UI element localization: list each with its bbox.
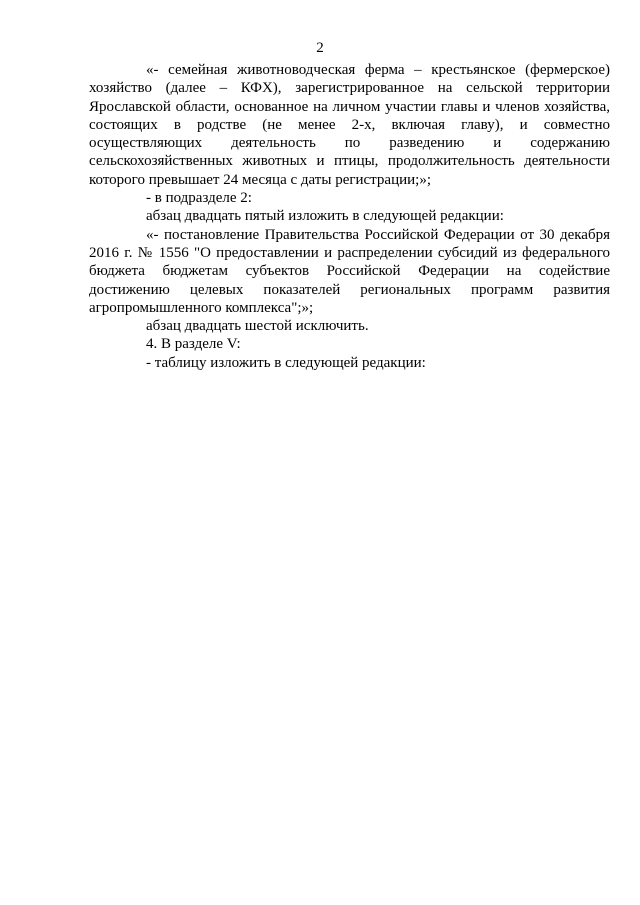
document-body xyxy=(89,61,610,372)
paragraph-government-resolution: «- постановление Правительства Российской Федерации от 30 декабря 2016 г. № 1556 "О предоставлении и распределении субсидий из федерального бюджета бюджетам субъектов Российской Федерации на содействие достижению целевых показателей региональных программ развития агропромышленного комплекса";»; xyxy=(89,226,610,316)
paragraph-family-farm-definition: «- семейная животноводческая ферма – крестьянское (фермерское) хозяйство (далее – КФХ), зарегистрированное на сельской территории Ярославской области, основанное на личном участии главы и членов хозяйства, состоящих в родстве (не менее 2-х, включая главу), и совместно осуществляющих деятельность по разведению и содержанию сельскохозяйственных животных и птицы, продолжительность деятельности которого превышает 24 месяца с даты регистрации;»; xyxy=(89,62,610,188)
paragraph-table-instruction: - таблицу изложить в следующей редакции: xyxy=(146,354,426,371)
paragraph-26th-exclusion: абзац двадцать шестой исключить. xyxy=(146,318,369,335)
paragraph-subsection-2: - в подразделе 2: xyxy=(146,190,252,207)
paragraph-section-v: 4. В разделе V: xyxy=(146,336,241,353)
page-number: 2 xyxy=(316,40,324,56)
paragraph-25th-instruction: абзац двадцать пятый изложить в следующей редакции: xyxy=(146,208,504,225)
